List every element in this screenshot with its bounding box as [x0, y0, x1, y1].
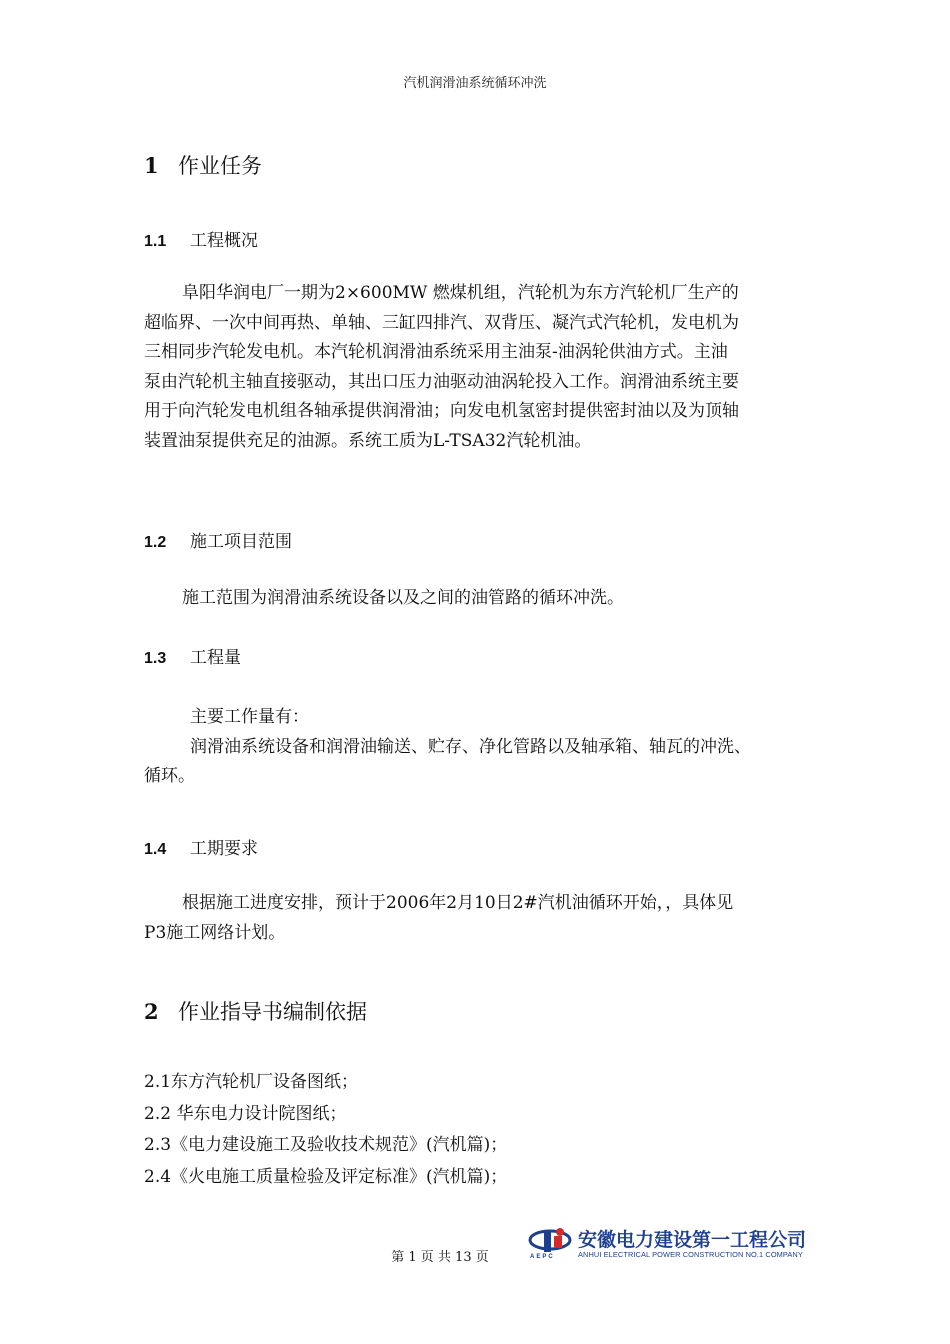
company-logo-abbr: AEPC — [530, 1254, 555, 1260]
scope-paragraph — [144, 584, 808, 614]
company-logo-name: 安徽电力建设第一工程公司 — [578, 1229, 807, 1251]
reference-item: 2.1东方汽轮机厂设备图纸； — [144, 1072, 359, 1092]
overview-line: 泵由汽轮机主轴直接驱动，其出口压力油驱动油涡轮投入工作。润滑油系统主要 — [144, 371, 739, 392]
overview-paragraph — [144, 279, 808, 456]
section-1-heading — [144, 150, 262, 180]
section-1-number: 1 — [144, 153, 159, 178]
subsection-1-4-title: 工期要求 — [190, 839, 258, 859]
workload-line: 循环。 — [144, 766, 195, 786]
page-header: 汽机润滑油系统循环冲洗 — [403, 76, 547, 91]
subsection-1-4-heading — [144, 834, 258, 859]
subsection-1-1-heading — [144, 226, 258, 251]
subsection-1-1-number: 1.1 — [144, 233, 167, 250]
section-2-number: 2 — [144, 999, 159, 1024]
workload-paragraph — [144, 703, 808, 792]
schedule-line: 根据施工进度安排，预计于2006年2月10日2#汽机油循环开始，，具体见 — [182, 893, 734, 913]
schedule-line: P3施工网络计划。 — [144, 922, 286, 943]
scope-line: 施工范围为润滑油系统设备以及之间的油管路的循环冲洗。 — [182, 588, 624, 608]
overview-line: 阜阳华润电厂一期为2×600MW 燃煤机组，汽轮机为东方汽轮机厂生产的 — [182, 283, 739, 303]
workload-line: 润滑油系统设备和润滑油输送、贮存、净化管路以及轴承箱、轴瓦的冲洗、 — [190, 736, 751, 757]
subsection-1-2-number: 1.2 — [144, 534, 167, 551]
company-logo — [528, 1224, 808, 1264]
overview-line: 用于向汽轮发电机组各轴承提供润滑油；向发电机氢密封提供密封油以及为顶轴 — [144, 401, 739, 421]
reference-item: 2.4《火电施工质量检验及评定标准》(汽机篇)； — [144, 1166, 508, 1187]
section-1-title: 作业任务 — [178, 154, 262, 178]
schedule-paragraph — [144, 889, 808, 948]
subsection-1-3-heading — [144, 643, 241, 668]
reference-item: 2.3《电力建设施工及验收技术规范》(汽机篇)； — [144, 1135, 508, 1155]
overview-line: 装置油泵提供充足的油源。系统工质为L-TSA32汽轮机油。 — [144, 430, 592, 451]
workload-intro: 主要工作量有： — [190, 707, 309, 727]
page-number: 第 1 页 共 13 页 — [391, 1250, 489, 1265]
subsection-1-3-title: 工程量 — [190, 648, 241, 668]
subsection-1-2-heading — [144, 527, 292, 552]
reference-item: 2.2 华东电力设计院图纸； — [144, 1103, 347, 1124]
section-2-heading — [144, 996, 367, 1026]
company-logo-english: ANHUI ELECTRICAL POWER CONSTRUCTION NO.1 COMPANY — [578, 1250, 803, 1259]
overview-line: 三相同步汽轮发电机。本汽轮机润滑油系统采用主油泵-油涡轮供油方式。主油 — [144, 342, 728, 362]
subsection-1-3-number: 1.3 — [144, 650, 167, 667]
overview-line: 超临界、一次中间再热、单轴、三缸四排汽、双背压、凝汽式汽轮机，发电机为 — [144, 312, 739, 333]
reference-list — [144, 1067, 507, 1193]
section-2-title: 作业指导书编制依据 — [178, 1000, 367, 1024]
subsection-1-1-title: 工程概况 — [190, 231, 258, 251]
subsection-1-4-number: 1.4 — [144, 841, 167, 858]
subsection-1-2-title: 施工项目范围 — [190, 532, 292, 552]
